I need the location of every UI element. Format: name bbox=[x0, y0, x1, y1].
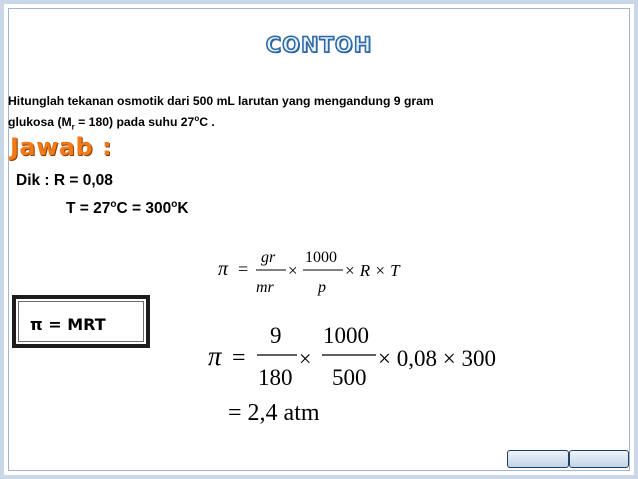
result-line: = 2,4 atm bbox=[228, 400, 320, 426]
eq2-numerator-1: 9 bbox=[270, 323, 282, 348]
eq2-denominator-1: 180 bbox=[258, 365, 293, 390]
eq2-numerator-2: 1000 bbox=[323, 323, 369, 348]
eq1-rest: × R × T bbox=[344, 261, 400, 280]
osmotic-formula: π = MRT bbox=[30, 315, 106, 334]
eq1-denominator-1: mr bbox=[256, 279, 274, 296]
given-t-c: K bbox=[177, 200, 189, 218]
problem-line-2-a: glukosa (M bbox=[8, 115, 72, 130]
problem-line-2-b: = 180) pada suhu 27 bbox=[74, 115, 195, 130]
eq1-numerator-2: 1000 bbox=[305, 249, 337, 266]
eq1-times: × bbox=[288, 261, 298, 280]
eq2-denominator-2: 500 bbox=[332, 365, 367, 390]
given-t-b: C = 300 bbox=[116, 200, 172, 218]
problem-subscript-r: r bbox=[71, 122, 75, 132]
slide-title: CONTOH bbox=[265, 33, 373, 57]
eq2-pi: π bbox=[208, 341, 222, 371]
eq1-numerator-1: gr bbox=[261, 249, 276, 266]
eq2-equals: = bbox=[232, 345, 246, 371]
eq1-denominator-2: p bbox=[318, 279, 326, 296]
eq2-times: × bbox=[299, 346, 312, 371]
nav-button-previous[interactable] bbox=[507, 450, 569, 468]
answer-heading: Jawab : bbox=[10, 133, 113, 161]
given-t-a: T = 27 bbox=[66, 200, 111, 218]
eq2-rest: × 0,08 × 300 bbox=[378, 346, 496, 371]
given-t-degree-1: o bbox=[110, 199, 117, 210]
eq1-pi: π bbox=[218, 258, 229, 280]
eq1-equals: = bbox=[238, 259, 249, 279]
problem-degree: o bbox=[194, 114, 200, 123]
given-r: Dik : R = 0,08 bbox=[16, 172, 113, 189]
nav-button-next[interactable] bbox=[569, 450, 629, 468]
equation-general bbox=[218, 249, 401, 296]
equation-substituted bbox=[208, 323, 496, 426]
problem-line-2-c: C . bbox=[199, 115, 215, 130]
given-t-degree-2: o bbox=[171, 199, 178, 210]
problem-line-1: Hitunglah tekanan osmotik dari 500 mL larutan yang mengandung 9 gram bbox=[8, 94, 434, 108]
